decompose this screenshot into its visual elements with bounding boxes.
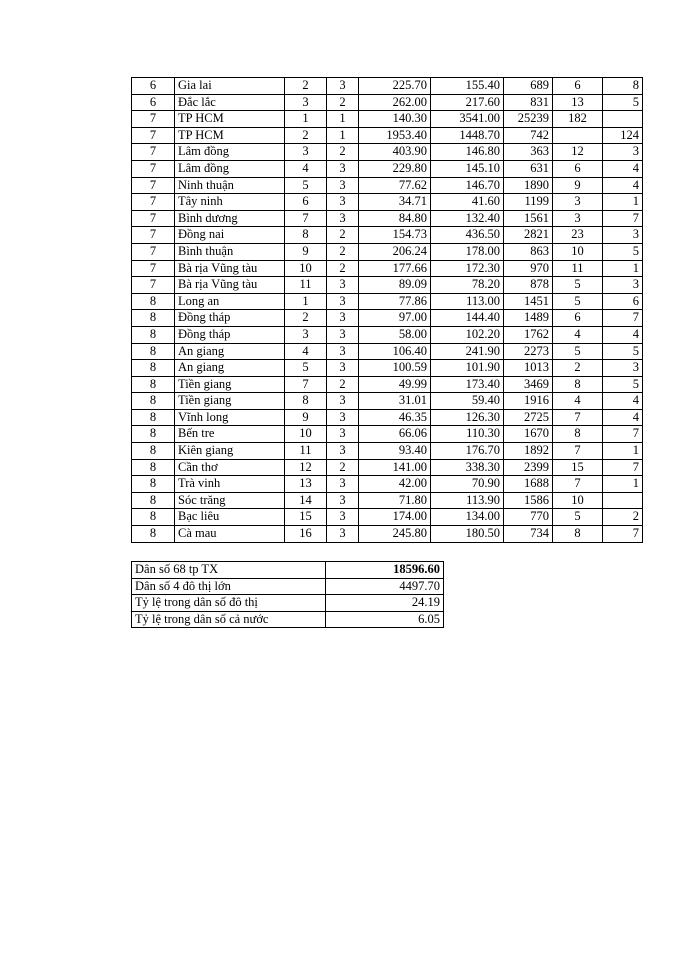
population-cell: 176.70 [431,443,504,460]
rank-cell: 6 [285,194,327,211]
density-cell: 1451 [504,293,553,310]
density-cell: 363 [504,144,553,161]
province-cell: Long an [175,293,285,310]
class-cell: 3 [327,526,359,543]
population-cell: 180.50 [431,526,504,543]
province-cell: Bà rịa Vũng tàu [175,260,285,277]
table-row [132,310,643,327]
rank-cell: 11 [285,277,327,294]
count-cell: 8 [553,426,603,443]
table-row [132,376,643,393]
region-code-cell: 7 [132,227,175,244]
region-code-cell: 7 [132,260,175,277]
density-cell: 1892 [504,443,553,460]
rank-cell: 5 [285,360,327,377]
area-cell: 93.40 [359,443,431,460]
class-cell: 2 [327,144,359,161]
density-cell: 770 [504,509,553,526]
region-code-cell: 7 [132,210,175,227]
area-cell: 42.00 [359,476,431,493]
density-cell: 25239 [504,111,553,128]
count-cell: 5 [553,277,603,294]
province-cell: Sóc trăng [175,492,285,509]
rank-cell: 1 [285,293,327,310]
province-cell: Ninh thuận [175,177,285,194]
population-summary-body [132,562,444,628]
summary-label: Tỷ lệ trong dân số đô thị [132,595,326,612]
density-cell: 1670 [504,426,553,443]
rank-cell: 3 [285,94,327,111]
count-cell: 8 [553,376,603,393]
population-cell: 113.90 [431,492,504,509]
area-cell: 225.70 [359,78,431,95]
table-row [132,194,643,211]
table-row [132,227,643,244]
region-code-cell: 8 [132,393,175,410]
density-cell: 631 [504,160,553,177]
area-cell: 1953.40 [359,127,431,144]
population-cell: 113.00 [431,293,504,310]
table-row [132,360,643,377]
province-cell: Trà vinh [175,476,285,493]
value-cell: 1 [603,476,643,493]
class-cell: 3 [327,277,359,294]
class-cell: 2 [327,94,359,111]
region-data-table-body [132,78,643,543]
region-code-cell: 6 [132,78,175,95]
table-row [132,144,643,161]
class-cell: 3 [327,360,359,377]
rank-cell: 4 [285,343,327,360]
value-cell: 2 [603,509,643,526]
population-cell: 145.10 [431,160,504,177]
class-cell: 3 [327,509,359,526]
count-cell: 5 [553,509,603,526]
area-cell: 403.90 [359,144,431,161]
area-cell: 206.24 [359,243,431,260]
class-cell: 1 [327,127,359,144]
count-cell: 11 [553,260,603,277]
area-cell: 77.86 [359,293,431,310]
table-row [132,426,643,443]
province-cell: Bình thuận [175,243,285,260]
province-cell: Bến tre [175,426,285,443]
rank-cell: 9 [285,243,327,260]
area-cell: 58.00 [359,326,431,343]
count-cell: 8 [553,526,603,543]
density-cell: 1561 [504,210,553,227]
table-row [132,160,643,177]
count-cell: 10 [553,492,603,509]
region-code-cell: 7 [132,144,175,161]
value-cell: 6 [603,293,643,310]
region-code-cell: 8 [132,326,175,343]
value-cell: 4 [603,326,643,343]
count-cell: 23 [553,227,603,244]
area-cell: 141.00 [359,459,431,476]
value-cell: 5 [603,94,643,111]
value-cell: 4 [603,177,643,194]
region-code-cell: 7 [132,277,175,294]
population-cell: 102.20 [431,326,504,343]
rank-cell: 4 [285,160,327,177]
table-row [132,177,643,194]
province-cell: Bình dương [175,210,285,227]
population-cell: 241.90 [431,343,504,360]
density-cell: 1916 [504,393,553,410]
rank-cell: 10 [285,260,327,277]
area-cell: 49.99 [359,376,431,393]
count-cell: 2 [553,360,603,377]
class-cell: 1 [327,111,359,128]
class-cell: 3 [327,443,359,460]
population-cell: 146.80 [431,144,504,161]
class-cell: 3 [327,409,359,426]
table-row [132,343,643,360]
region-code-cell: 8 [132,526,175,543]
area-cell: 71.80 [359,492,431,509]
rank-cell: 10 [285,426,327,443]
value-cell: 3 [603,360,643,377]
density-cell: 734 [504,526,553,543]
count-cell: 6 [553,78,603,95]
class-cell: 3 [327,426,359,443]
population-cell: 436.50 [431,227,504,244]
province-cell: Tây ninh [175,194,285,211]
region-code-cell: 6 [132,94,175,111]
value-cell: 1 [603,260,643,277]
class-cell: 2 [327,260,359,277]
count-cell: 7 [553,443,603,460]
region-code-cell: 7 [132,243,175,260]
value-cell [603,492,643,509]
count-cell: 4 [553,393,603,410]
density-cell: 831 [504,94,553,111]
region-code-cell: 8 [132,360,175,377]
class-cell: 3 [327,343,359,360]
density-cell: 1489 [504,310,553,327]
value-cell: 3 [603,227,643,244]
population-cell: 70.90 [431,476,504,493]
region-code-cell: 8 [132,459,175,476]
region-code-cell: 8 [132,310,175,327]
rank-cell: 1 [285,111,327,128]
value-cell: 1 [603,194,643,211]
density-cell: 2821 [504,227,553,244]
area-cell: 46.35 [359,409,431,426]
value-cell: 4 [603,160,643,177]
province-cell: An giang [175,343,285,360]
count-cell: 10 [553,243,603,260]
province-cell: Đồng tháp [175,326,285,343]
count-cell: 12 [553,144,603,161]
value-cell: 124 [603,127,643,144]
summary-row [132,611,444,628]
value-cell: 7 [603,310,643,327]
table-row [132,526,643,543]
population-summary-table [131,561,444,628]
count-cell: 5 [553,293,603,310]
count-cell: 7 [553,476,603,493]
rank-cell: 13 [285,476,327,493]
rank-cell: 7 [285,210,327,227]
province-cell: Tiền giang [175,376,285,393]
population-cell: 101.90 [431,360,504,377]
density-cell: 863 [504,243,553,260]
density-cell: 1688 [504,476,553,493]
region-code-cell: 7 [132,160,175,177]
value-cell: 7 [603,210,643,227]
population-cell: 132.40 [431,210,504,227]
count-cell [553,127,603,144]
count-cell: 182 [553,111,603,128]
province-cell: Lâm đồng [175,160,285,177]
area-cell: 77.62 [359,177,431,194]
region-code-cell: 8 [132,443,175,460]
value-cell: 5 [603,243,643,260]
value-cell: 5 [603,343,643,360]
table-row [132,459,643,476]
value-cell: 7 [603,459,643,476]
table-row [132,78,643,95]
table-row [132,260,643,277]
count-cell: 15 [553,459,603,476]
region-code-cell: 7 [132,127,175,144]
value-cell: 3 [603,144,643,161]
population-cell: 178.00 [431,243,504,260]
class-cell: 2 [327,243,359,260]
rank-cell: 9 [285,409,327,426]
population-cell: 144.40 [431,310,504,327]
area-cell: 106.40 [359,343,431,360]
count-cell: 3 [553,194,603,211]
region-code-cell: 8 [132,376,175,393]
population-cell: 173.40 [431,376,504,393]
table-row [132,111,643,128]
count-cell: 7 [553,409,603,426]
count-cell: 3 [553,210,603,227]
count-cell: 4 [553,326,603,343]
province-cell: Cà mau [175,526,285,543]
population-cell: 338.30 [431,459,504,476]
rank-cell: 8 [285,227,327,244]
table-row [132,509,643,526]
population-cell: 134.00 [431,509,504,526]
area-cell: 245.80 [359,526,431,543]
population-cell: 3541.00 [431,111,504,128]
class-cell: 3 [327,310,359,327]
table-row [132,243,643,260]
density-cell: 1013 [504,360,553,377]
region-code-cell: 8 [132,509,175,526]
count-cell: 9 [553,177,603,194]
value-cell: 4 [603,409,643,426]
province-cell: Đắc lắc [175,94,285,111]
density-cell: 2725 [504,409,553,426]
class-cell: 2 [327,376,359,393]
area-cell: 154.73 [359,227,431,244]
area-cell: 100.59 [359,360,431,377]
region-code-cell: 7 [132,111,175,128]
population-cell: 59.40 [431,393,504,410]
region-code-cell: 8 [132,343,175,360]
table-row [132,127,643,144]
area-cell: 140.30 [359,111,431,128]
class-cell: 2 [327,227,359,244]
table-row [132,277,643,294]
rank-cell: 12 [285,459,327,476]
value-cell: 3 [603,277,643,294]
density-cell: 1199 [504,194,553,211]
value-cell: 7 [603,426,643,443]
rank-cell: 15 [285,509,327,526]
province-cell: TP HCM [175,111,285,128]
rank-cell: 5 [285,177,327,194]
count-cell: 5 [553,343,603,360]
table-row [132,476,643,493]
rank-cell: 8 [285,393,327,410]
table-row [132,94,643,111]
province-cell: Gia lai [175,78,285,95]
class-cell: 3 [327,160,359,177]
density-cell: 2273 [504,343,553,360]
region-code-cell: 7 [132,194,175,211]
density-cell: 742 [504,127,553,144]
value-cell [603,111,643,128]
province-cell: TP HCM [175,127,285,144]
rank-cell: 3 [285,326,327,343]
area-cell: 34.71 [359,194,431,211]
region-code-cell: 8 [132,409,175,426]
population-cell: 78.20 [431,277,504,294]
table-row [132,326,643,343]
population-cell: 172.30 [431,260,504,277]
summary-row [132,578,444,595]
value-cell: 8 [603,78,643,95]
density-cell: 1762 [504,326,553,343]
area-cell: 177.66 [359,260,431,277]
count-cell: 6 [553,310,603,327]
province-cell: An giang [175,360,285,377]
area-cell: 84.80 [359,210,431,227]
province-cell: Kiên giang [175,443,285,460]
summary-row [132,562,444,579]
value-cell: 4 [603,393,643,410]
region-code-cell: 8 [132,492,175,509]
density-cell: 1890 [504,177,553,194]
table-row [132,210,643,227]
density-cell: 878 [504,277,553,294]
value-cell: 7 [603,526,643,543]
table-row [132,492,643,509]
class-cell: 3 [327,293,359,310]
class-cell: 3 [327,476,359,493]
region-data-table [131,77,643,543]
rank-cell: 2 [285,310,327,327]
density-cell: 2399 [504,459,553,476]
density-cell: 1586 [504,492,553,509]
province-cell: Đồng tháp [175,310,285,327]
value-cell: 5 [603,376,643,393]
rank-cell: 2 [285,78,327,95]
area-cell: 174.00 [359,509,431,526]
area-cell: 229.80 [359,160,431,177]
population-cell: 146.70 [431,177,504,194]
region-code-cell: 8 [132,293,175,310]
area-cell: 66.06 [359,426,431,443]
summary-label: Tỷ lệ trong dân số cả nước [132,611,326,628]
table-row [132,409,643,426]
class-cell: 3 [327,194,359,211]
province-cell: Bạc liêu [175,509,285,526]
rank-cell: 16 [285,526,327,543]
class-cell: 3 [327,210,359,227]
region-code-cell: 7 [132,177,175,194]
class-cell: 3 [327,492,359,509]
province-cell: Lâm đồng [175,144,285,161]
count-cell: 13 [553,94,603,111]
summary-value: 18596.60 [326,562,444,579]
population-cell: 126.30 [431,409,504,426]
area-cell: 89.09 [359,277,431,294]
class-cell: 2 [327,459,359,476]
province-cell: Cần thơ [175,459,285,476]
province-cell: Bà rịa Vũng tàu [175,277,285,294]
class-cell: 3 [327,78,359,95]
region-code-cell: 8 [132,476,175,493]
rank-cell: 14 [285,492,327,509]
table-row [132,293,643,310]
rank-cell: 11 [285,443,327,460]
summary-value: 24.19 [326,595,444,612]
summary-row [132,595,444,612]
population-cell: 155.40 [431,78,504,95]
summary-label: Dân số 68 tp TX [132,562,326,579]
summary-value: 6.05 [326,611,444,628]
summary-label: Dân số 4 đô thị lớn [132,578,326,595]
population-cell: 41.60 [431,194,504,211]
value-cell: 1 [603,443,643,460]
table-row [132,443,643,460]
density-cell: 689 [504,78,553,95]
area-cell: 97.00 [359,310,431,327]
region-code-cell: 8 [132,426,175,443]
rank-cell: 3 [285,144,327,161]
density-cell: 3469 [504,376,553,393]
rank-cell: 7 [285,376,327,393]
count-cell: 6 [553,160,603,177]
population-cell: 217.60 [431,94,504,111]
rank-cell: 2 [285,127,327,144]
province-cell: Đồng nai [175,227,285,244]
area-cell: 31.01 [359,393,431,410]
summary-value: 4497.70 [326,578,444,595]
province-cell: Tiền giang [175,393,285,410]
class-cell: 3 [327,393,359,410]
area-cell: 262.00 [359,94,431,111]
province-cell: Vĩnh long [175,409,285,426]
table-row [132,393,643,410]
population-cell: 1448.70 [431,127,504,144]
population-cell: 110.30 [431,426,504,443]
class-cell: 3 [327,177,359,194]
class-cell: 3 [327,326,359,343]
density-cell: 970 [504,260,553,277]
